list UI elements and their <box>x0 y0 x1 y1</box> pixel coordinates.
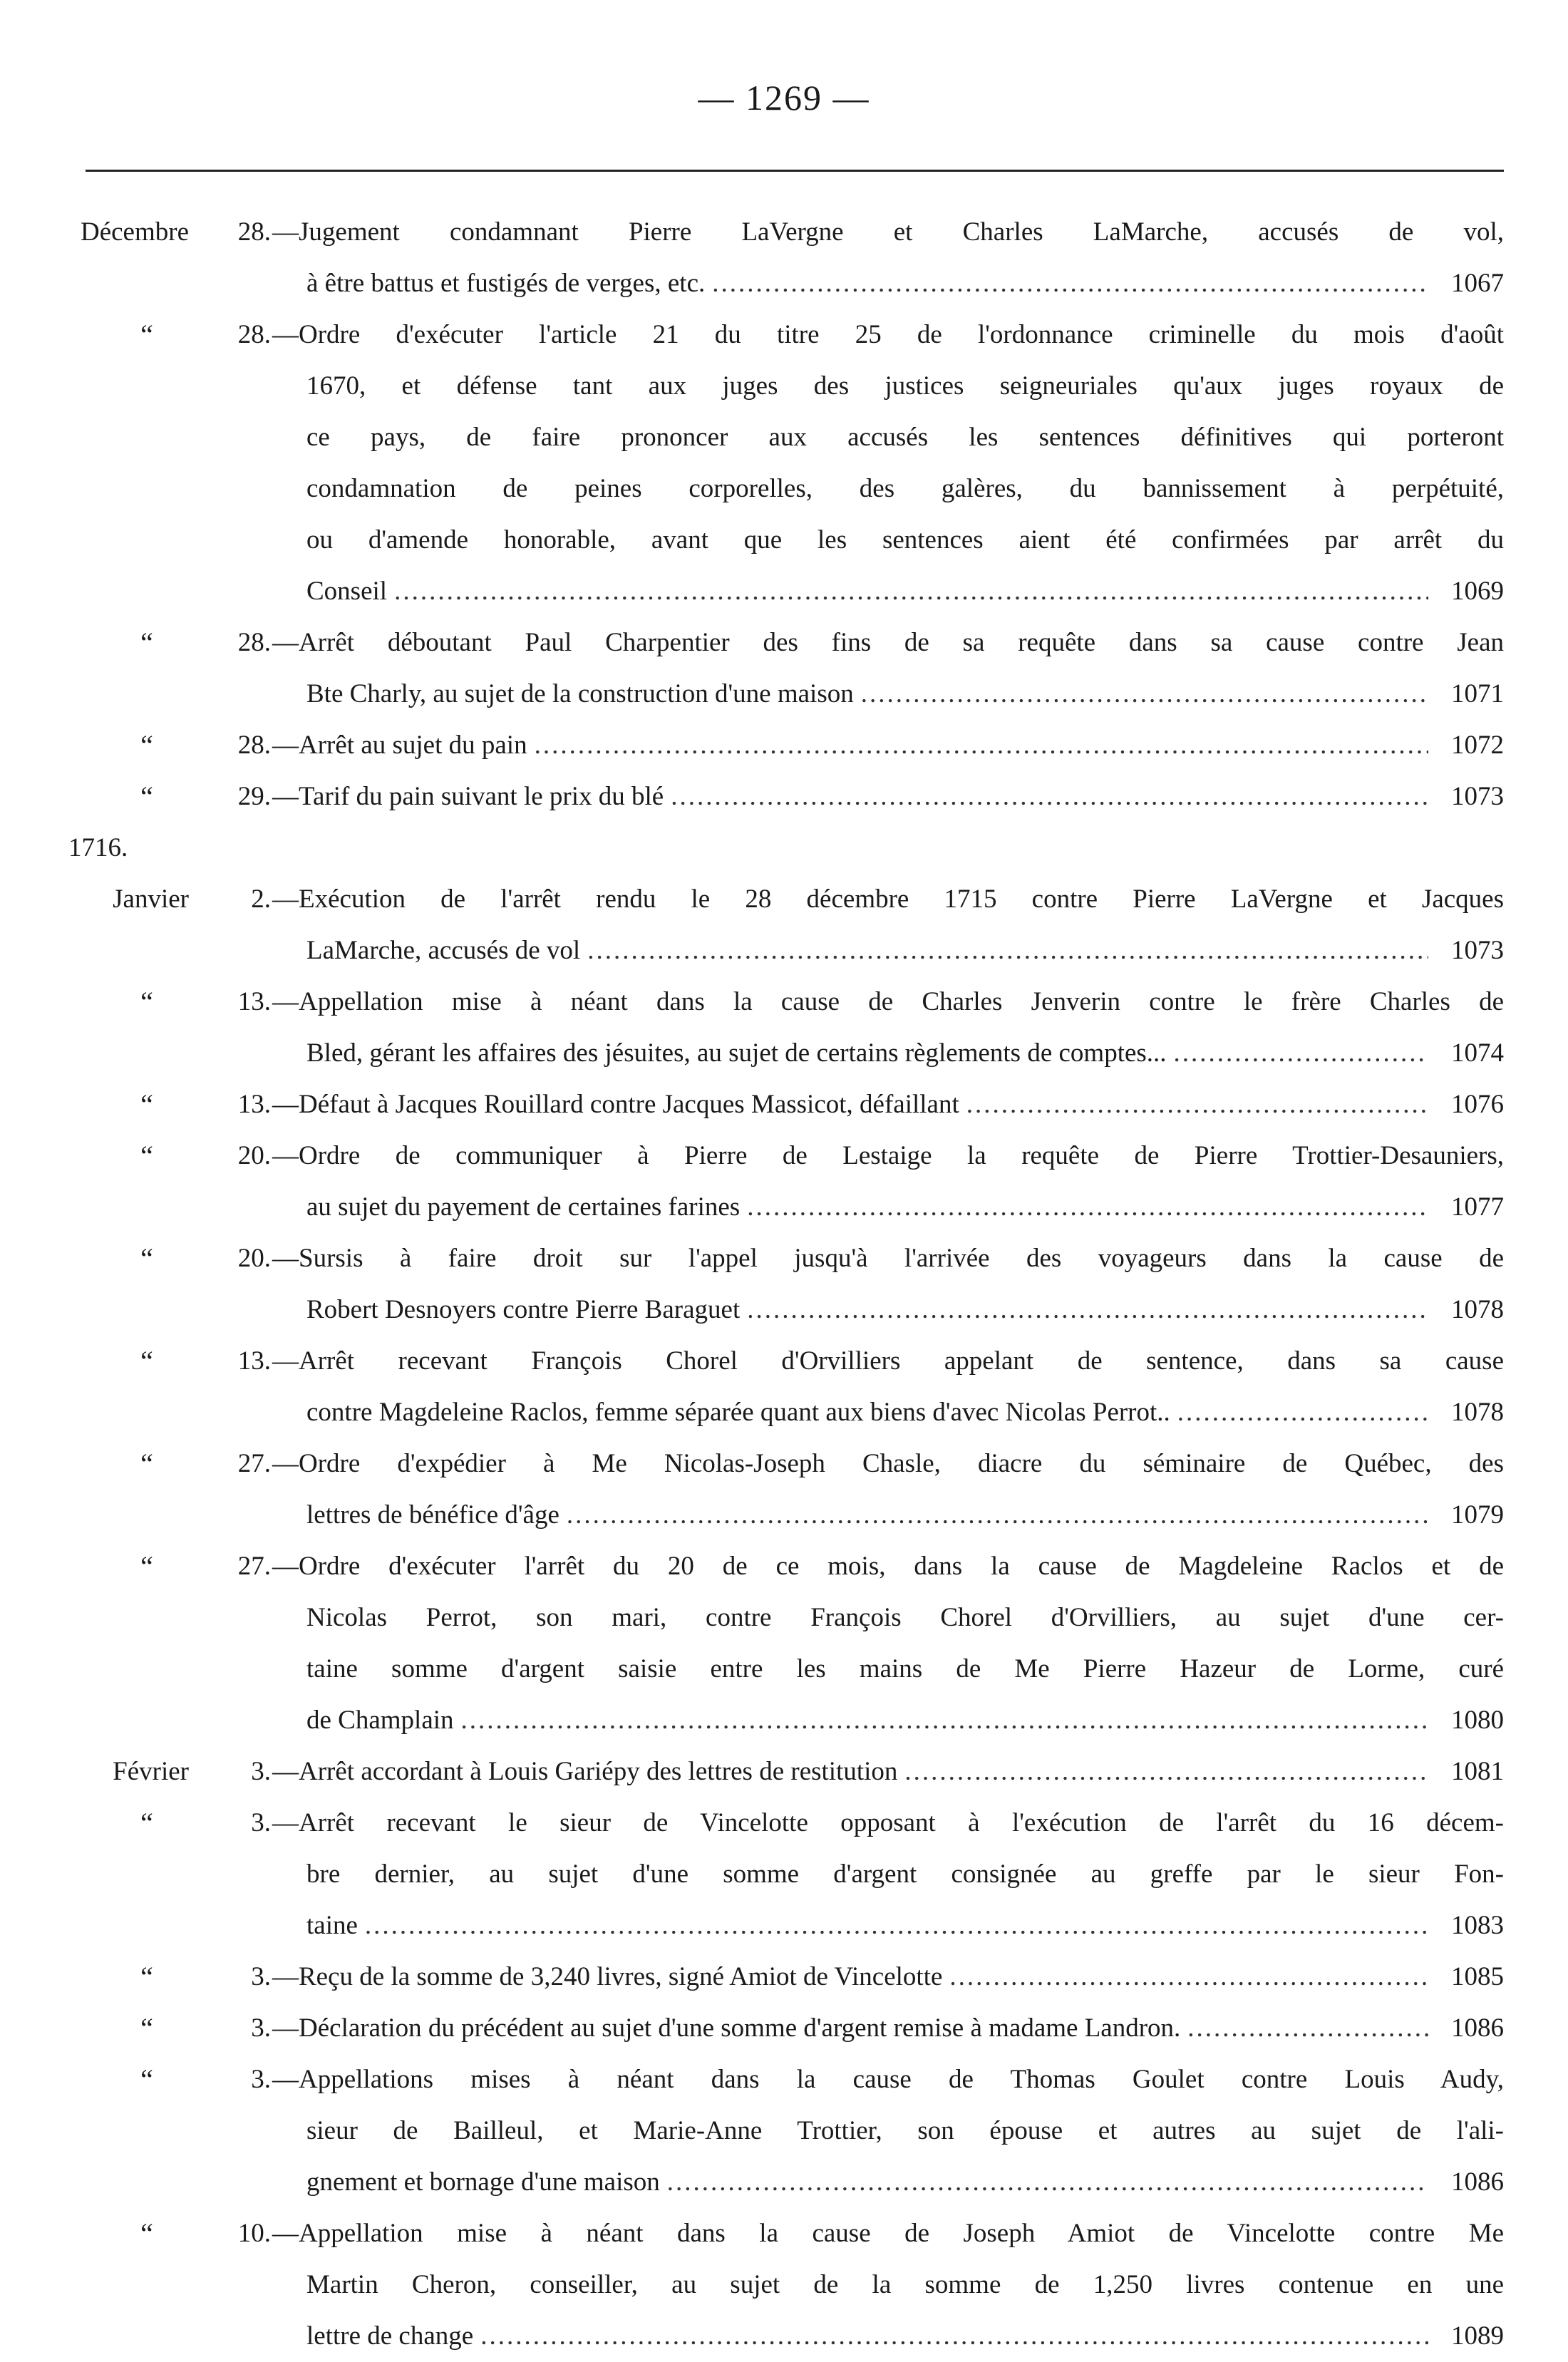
index-entry <box>0 771 1568 822</box>
ditto-mark: “ <box>140 780 153 813</box>
entry-last-line <box>272 2003 1504 2054</box>
index-entry <box>0 309 1568 617</box>
entry-line <box>0 1130 1568 1182</box>
index-entries <box>0 207 1568 2362</box>
index-entry <box>0 1541 1568 1746</box>
year-label: 1716. <box>68 833 128 862</box>
dot-leader <box>587 925 1428 976</box>
entry-line <box>0 1438 1568 1490</box>
entry-text: sieur de Bailleul, et Marie-Anne Trottier, son épouse et autres au sujet de l'ali- <box>306 2116 1504 2145</box>
entry-text: lettre de change <box>306 2321 474 2351</box>
entry-line <box>0 2054 1568 2105</box>
entry-text: —Tarif du pain suivant le prix du blé <box>272 782 664 811</box>
entry-last-line <box>272 771 1504 822</box>
entry-line <box>0 1336 1568 1387</box>
ditto-mark: “ <box>140 2217 153 2249</box>
page-reference: 1081 <box>1451 1757 1504 1786</box>
dot-leader <box>671 771 1428 822</box>
entry-text: —Arrêt déboutant Paul Charpentier des fins de sa requête dans sa cause contre Jean <box>272 628 1504 657</box>
entry-text: —Arrêt recevant François Chorel d'Orvilliers appelant de sentence, dans sa cause <box>272 1346 1504 1376</box>
entry-text: LaMarche, accusés de vol <box>306 936 581 965</box>
entry-line <box>0 1079 1568 1130</box>
index-entry <box>0 1746 1568 1798</box>
entry-line <box>0 2003 1568 2054</box>
page-reference: 1069 <box>1451 577 1504 606</box>
entry-line <box>0 1541 1568 1592</box>
entry-line <box>0 874 1568 925</box>
entry-line <box>0 258 1568 309</box>
page-reference: 1078 <box>1451 1295 1504 1324</box>
index-entry <box>0 720 1568 771</box>
entry-last-line <box>272 1079 1504 1130</box>
entry-text: Martin Cheron, conseiller, au sujet de la somme de 1,250 livres contenue en une <box>306 2270 1504 2299</box>
entry-line <box>0 2105 1568 2157</box>
dot-leader <box>747 1284 1428 1336</box>
ditto-mark: “ <box>140 1345 153 1377</box>
dot-leader <box>712 258 1428 309</box>
index-entry <box>0 976 1568 1079</box>
page-reference: 1074 <box>1451 1038 1504 1068</box>
dot-leader <box>904 1746 1428 1798</box>
index-entry <box>0 2054 1568 2208</box>
ditto-mark: “ <box>140 626 153 659</box>
entry-line <box>0 1284 1568 1336</box>
entry-line <box>0 1182 1568 1233</box>
entry-text: —Ordre de communiquer à Pierre de Lestaige la requête de Pierre Trottier-Desauniers, <box>272 1141 1504 1170</box>
entry-text: bre dernier, au sujet d'une somme d'argent consignée au greffe par le sieur Fon- <box>306 1860 1504 1889</box>
day-number: 28. <box>237 217 271 247</box>
day-number: 3. <box>251 1962 271 1991</box>
entry-line <box>0 976 1568 1028</box>
entry-line <box>0 1592 1568 1644</box>
page-reference: 1071 <box>1451 679 1504 708</box>
dot-leader <box>966 1079 1428 1130</box>
entry-line <box>0 1900 1568 1951</box>
entry-text: —Arrêt recevant le sieur de Vincelotte opposant à l'exécution de l'arrêt du 16 décem- <box>272 1808 1504 1837</box>
day-number: 2. <box>251 885 271 914</box>
index-entry <box>0 1336 1568 1438</box>
day-number: 28. <box>237 628 271 657</box>
entry-line <box>0 361 1568 412</box>
ditto-mark: “ <box>140 2012 153 2044</box>
index-entry <box>0 1951 1568 2003</box>
entry-text: —Jugement condamnant Pierre LaVergne et Charles LaMarche, accusés de vol, <box>272 217 1504 247</box>
page-reference: 1078 <box>1451 1398 1504 1427</box>
entry-line <box>0 925 1568 976</box>
entry-line <box>0 1798 1568 1849</box>
entry-text: lettres de bénéfice d'âge <box>306 1500 559 1530</box>
entry-line <box>0 1028 1568 1079</box>
dot-leader <box>667 2157 1428 2208</box>
page-reference: 1086 <box>1451 2013 1504 2043</box>
entry-text: ce pays, de faire prononcer aux accusés les sentences définitives qui porteront <box>306 423 1504 452</box>
page-reference: 1067 <box>1451 269 1504 298</box>
ditto-mark: “ <box>140 2063 153 2095</box>
index-entry <box>0 1438 1568 1541</box>
entry-text: à être battus et fustigés de verges, etc. <box>306 269 706 298</box>
entry-text: Bled, gérant les affaires des jésuites, au sujet de certains règlements de comptes... <box>306 1038 1167 1068</box>
entry-line <box>0 771 1568 822</box>
day-number: 28. <box>237 731 271 760</box>
entry-text: Bte Charly, au sujet de la construction d'une maison <box>306 679 854 708</box>
dot-leader <box>861 669 1428 720</box>
index-entry <box>0 617 1568 720</box>
day-number: 13. <box>237 1090 271 1119</box>
entry-line <box>0 515 1568 566</box>
month-label: Janvier <box>113 885 189 914</box>
index-entry <box>0 1798 1568 1951</box>
entry-text: —Défaut à Jacques Rouillard contre Jacques Massicot, défaillant <box>272 1090 959 1119</box>
page-reference: 1089 <box>1451 2321 1504 2351</box>
page-reference: 1072 <box>1451 731 1504 760</box>
month-label: Février <box>113 1757 189 1786</box>
ditto-mark: “ <box>140 1448 153 1480</box>
entry-text: —Sursis à faire droit sur l'appel jusqu'à l'arrivée des voyageurs dans la cause de <box>272 1244 1504 1273</box>
entry-text: de Champlain <box>306 1706 454 1735</box>
entry-text: au sujet du payement de certaines farines <box>306 1192 741 1222</box>
day-number: 27. <box>237 1449 271 1478</box>
entry-last-line <box>306 1900 1504 1951</box>
page-reference: 1083 <box>1451 1911 1504 1940</box>
page-reference: 1085 <box>1451 1962 1504 1991</box>
entry-text: —Ordre d'exécuter l'article 21 du titre 25 de l'ordonnance criminelle du mois d'août <box>272 320 1504 349</box>
page-reference: 1076 <box>1451 1090 1504 1119</box>
dot-leader <box>949 1951 1428 2003</box>
page-reference: 1073 <box>1451 936 1504 965</box>
dot-leader <box>535 720 1428 771</box>
ditto-mark: “ <box>140 1242 153 1274</box>
entry-line <box>0 412 1568 463</box>
page-reference: 1073 <box>1451 782 1504 811</box>
entry-text: condamnation de peines corporelles, des galères, du bannissement à perpétuité, <box>306 474 1504 503</box>
dot-leader <box>1187 2003 1428 2054</box>
dot-leader <box>567 1490 1428 1541</box>
page-reference: 1086 <box>1451 2167 1504 2197</box>
entry-line <box>0 1746 1568 1798</box>
ditto-mark: “ <box>140 1961 153 1993</box>
index-entry <box>0 1233 1568 1336</box>
index-entry <box>0 1130 1568 1233</box>
entry-text: 1670, et défense tant aux juges des justices seigneuriales qu'aux juges royaux de <box>306 371 1504 401</box>
day-number: 3. <box>251 2065 271 2094</box>
entry-last-line <box>306 669 1504 720</box>
ditto-mark: “ <box>140 1807 153 1839</box>
entry-last-line <box>306 925 1504 976</box>
entry-line <box>0 669 1568 720</box>
entry-last-line <box>306 1284 1504 1336</box>
entry-last-line <box>272 1746 1504 1798</box>
entry-text: —Arrêt accordant à Louis Gariépy des lettres de restitution <box>272 1757 898 1786</box>
entry-line <box>0 463 1568 515</box>
entry-text: Conseil <box>306 577 388 606</box>
entry-line <box>0 1695 1568 1746</box>
day-number: 3. <box>251 2013 271 2043</box>
dot-leader <box>394 566 1428 617</box>
day-number: 10. <box>237 2219 271 2248</box>
month-label: Décembre <box>80 217 189 247</box>
entry-text: taine somme d'argent saisie entre les mains de Me Pierre Hazeur de Lorme, curé <box>306 1654 1504 1683</box>
entry-text: taine <box>306 1911 358 1940</box>
entry-text: ou d'amende honorable, avant que les sentences aient été confirmées par arrêt du <box>306 525 1504 555</box>
entry-line <box>0 1644 1568 1695</box>
day-number: 3. <box>251 1757 271 1786</box>
day-number: 28. <box>237 320 271 349</box>
ditto-mark: “ <box>140 1088 153 1120</box>
entry-last-line <box>272 1951 1504 2003</box>
day-number: 27. <box>237 1552 271 1581</box>
entry-text: —Appellation mise à néant dans la cause de Charles Jenverin contre le frère Charles de <box>272 987 1504 1016</box>
entry-text: Robert Desnoyers contre Pierre Baraguet <box>306 1295 741 1324</box>
entry-line <box>0 2157 1568 2208</box>
entry-line <box>0 1951 1568 2003</box>
entry-line <box>0 566 1568 617</box>
entry-last-line <box>306 1182 1504 1233</box>
entry-line <box>0 2311 1568 2362</box>
page-reference: 1080 <box>1451 1706 1504 1735</box>
dot-leader <box>747 1182 1428 1233</box>
entry-text: —Arrêt au sujet du pain <box>272 731 527 760</box>
entry-line <box>0 1849 1568 1900</box>
entry-last-line <box>272 720 1504 771</box>
index-entry <box>0 874 1568 976</box>
entry-line <box>0 207 1568 258</box>
entry-text: gnement et bornage d'une maison <box>306 2167 660 2197</box>
entry-last-line <box>306 1695 1504 1746</box>
dot-leader <box>461 1695 1428 1746</box>
entry-text: —Ordre d'expédier à Me Nicolas-Joseph Chasle, diacre du séminaire de Québec, des <box>272 1449 1504 1478</box>
day-number: 20. <box>237 1141 271 1170</box>
entry-last-line <box>306 258 1504 309</box>
entry-text: Nicolas Perrot, son mari, contre François Chorel d'Orvilliers, au sujet d'une cer- <box>306 1603 1504 1632</box>
entry-line <box>0 1387 1568 1438</box>
ditto-mark: “ <box>140 319 153 351</box>
index-entry <box>0 2208 1568 2362</box>
entry-last-line <box>306 2157 1504 2208</box>
entry-line <box>0 720 1568 771</box>
index-entry <box>0 207 1568 309</box>
entry-last-line <box>306 1387 1504 1438</box>
index-entry <box>0 1079 1568 1130</box>
entry-text: —Déclaration du précédent au sujet d'une somme d'argent remise à madame Landron. <box>272 2013 1181 2043</box>
day-number: 3. <box>251 1808 271 1837</box>
entry-line <box>0 1233 1568 1284</box>
year-heading <box>0 822 1568 874</box>
entry-text: contre Magdeleine Raclos, femme séparée quant aux biens d'avec Nicolas Perrot.. <box>306 1398 1170 1427</box>
entry-text: —Ordre d'exécuter l'arrêt du 20 de ce mois, dans la cause de Magdeleine Raclos et de <box>272 1552 1504 1581</box>
day-number: 29. <box>237 782 271 811</box>
ditto-mark: “ <box>140 1550 153 1582</box>
page-number: — 1269 — <box>698 78 870 118</box>
index-entry <box>0 2003 1568 2054</box>
entry-line <box>0 2208 1568 2259</box>
entry-text: —Exécution de l'arrêt rendu le 28 décembre 1715 contre Pierre LaVergne et Jacques <box>272 885 1504 914</box>
dot-leader <box>365 1900 1428 1951</box>
entry-last-line <box>306 1028 1504 1079</box>
entry-text: —Appellations mises à néant dans la cause de Thomas Goulet contre Louis Audy, <box>272 2065 1504 2094</box>
entry-last-line <box>306 1490 1504 1541</box>
dot-leader <box>480 2311 1428 2362</box>
header-rule <box>86 170 1504 172</box>
ditto-mark: “ <box>140 1140 153 1172</box>
day-number: 13. <box>237 987 271 1016</box>
day-number: 13. <box>237 1346 271 1376</box>
entry-last-line <box>306 2311 1504 2362</box>
entry-line <box>0 617 1568 669</box>
entry-line <box>0 1490 1568 1541</box>
entry-text: —Reçu de la somme de 3,240 livres, signé Amiot de Vincelotte <box>272 1962 943 1991</box>
ditto-mark: “ <box>140 986 153 1018</box>
dot-leader <box>1177 1387 1428 1438</box>
page-reference: 1077 <box>1451 1192 1504 1222</box>
day-number: 20. <box>237 1244 271 1273</box>
dot-leader <box>1174 1028 1428 1079</box>
entry-last-line <box>306 566 1504 617</box>
entry-line <box>0 2259 1568 2311</box>
entry-line <box>0 309 1568 361</box>
entry-text: —Appellation mise à néant dans la cause de Joseph Amiot de Vincelotte contre Me <box>272 2219 1504 2248</box>
page-reference: 1079 <box>1451 1500 1504 1530</box>
ditto-mark: “ <box>140 729 153 761</box>
